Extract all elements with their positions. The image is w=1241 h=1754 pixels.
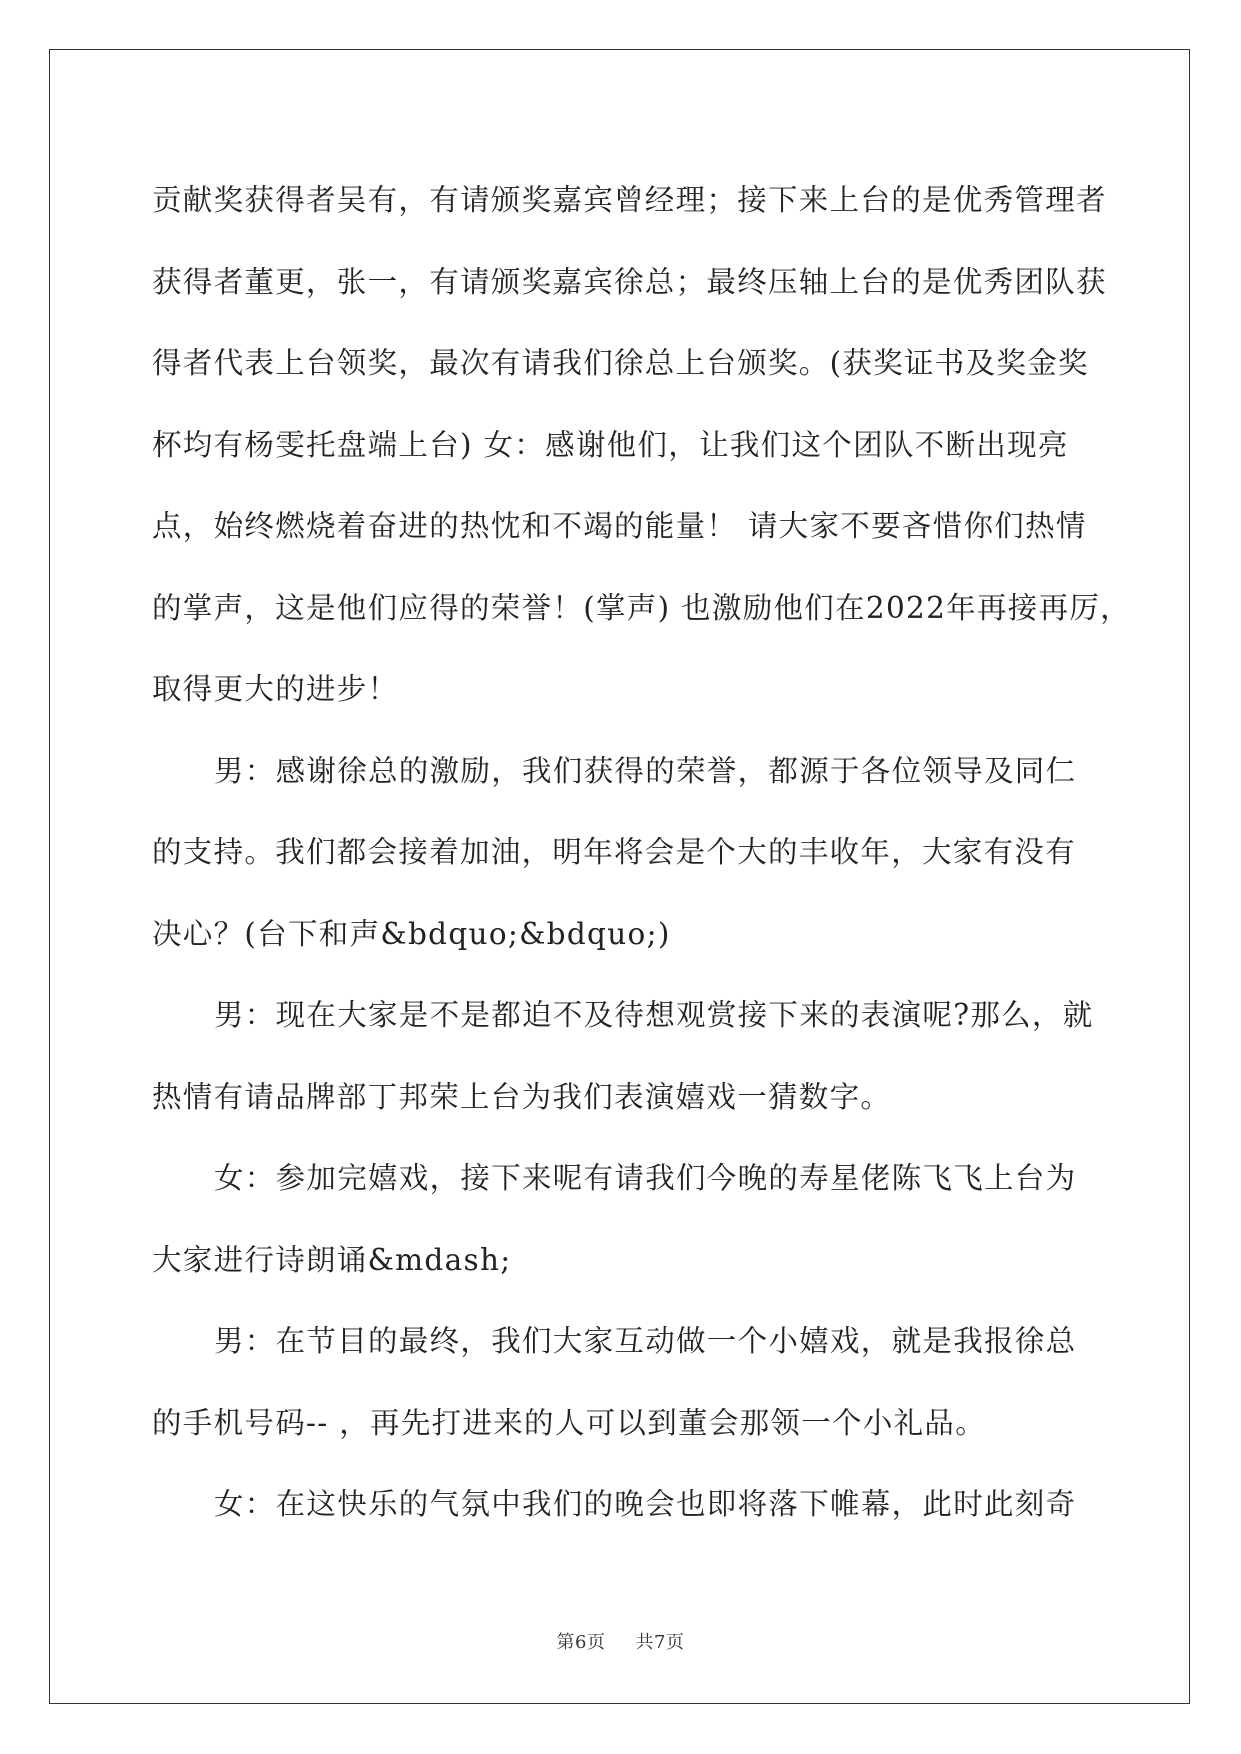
text-line: 男：现在大家是不是都迫不及待想观赏接下来的表演呢?那么，就	[214, 998, 1094, 1032]
text-line: 的手机号码-- ，再先打进来的人可以到董会那领一个小礼品。	[152, 1405, 987, 1440]
text-line: 的支持。我们都会接着加油，明年将会是个大的丰收年，大家有没有	[152, 835, 1077, 869]
paragraph-6	[152, 1464, 1092, 1546]
text-line: 的掌声，这是他们应得的荣誉！(掌声) 也激励他们在2022年再接再厉，	[152, 590, 1131, 625]
text-line: 点，始终燃烧着奋进的热忱和不竭的能量！ 请大家不要吝惜你们热情	[152, 509, 1087, 543]
text-line: 大家进行诗朗诵&mdash;	[152, 1242, 512, 1277]
text-line: 热情有请品牌部丁邦荣上台为我们表演嬉戏一猜数字。	[152, 1079, 892, 1114]
text-line: 取得更大的进步！	[152, 672, 399, 706]
paragraph-4	[152, 1138, 1092, 1301]
paragraph-1	[152, 160, 1131, 731]
page-total: 共7页	[635, 1632, 685, 1653]
text-line: 得者代表上台领奖，最次有请我们徐总上台颁奖。(获奖证书及奖金奖	[152, 346, 1089, 380]
text-line: 男：感谢徐总的激励，我们获得的荣誉，都源于各位领导及同仁	[214, 753, 1077, 788]
text-line: 杯均有杨雯托盘端上台) 女：感谢他们，让我们这个团队不断出现亮	[152, 427, 1069, 462]
text-line: 决心？(台下和声&bdquo;&bdquo;)	[152, 916, 671, 951]
page-footer	[0, 1628, 1241, 1654]
paragraph-5	[152, 1301, 1092, 1464]
paragraph-3	[152, 975, 1092, 1138]
document-body	[152, 160, 1131, 1546]
text-line: 男：在节目的最终，我们大家互动做一个小嬉戏，就是我报徐总	[214, 1324, 1077, 1358]
text-line: 女：在这快乐的气氛中我们的晚会也即将落下帷幕，此时此刻奇	[214, 1487, 1077, 1521]
text-line: 女：参加完嬉戏，接下来呢有请我们今晚的寿星佬陈飞飞上台为	[214, 1161, 1077, 1195]
text-line: 贡献奖获得者吴有，有请颁奖嘉宾曾经理；接下来上台的是优秀管理者	[152, 183, 1107, 217]
text-line: 获得者董更，张一，有请颁奖嘉宾徐总；最终压轴上台的是优秀团队获	[152, 264, 1107, 299]
page-number: 第6页	[556, 1632, 606, 1653]
paragraph-2	[152, 731, 1092, 976]
